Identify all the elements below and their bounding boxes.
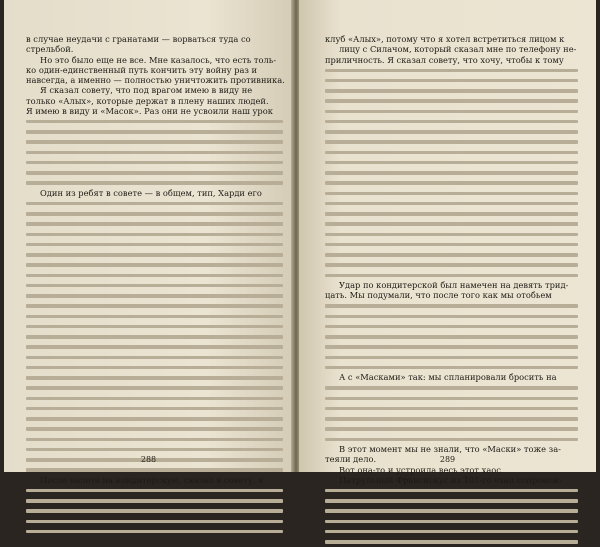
text-line xyxy=(26,178,283,188)
text-line xyxy=(325,260,578,270)
text-line: приличность. Я сказал совету, что хочу, чтобы к тому xyxy=(325,54,564,65)
text-line xyxy=(26,506,283,516)
text-line xyxy=(325,208,578,218)
text-line xyxy=(26,413,283,423)
text-line xyxy=(325,393,578,403)
right-page-number: 289 xyxy=(439,455,456,464)
text-line: Удар по кондитерской был намечен на девять трид- xyxy=(339,280,569,290)
text-line: Патрульный Франсискус из 101-го ехал сопровож- xyxy=(339,474,563,485)
text-line xyxy=(325,352,578,362)
right-page xyxy=(299,0,596,485)
left-page xyxy=(4,0,293,485)
text-line: Но это было еще не все. Мне казалось, что есть толь- xyxy=(40,54,277,65)
text-line: клуб «Алых», потому что я хотел встретиться лицом к xyxy=(325,34,565,44)
text-line xyxy=(26,167,283,177)
text-line xyxy=(325,495,578,505)
text-line xyxy=(26,485,283,495)
text-line: Я имею в виду и «Масок». Раз они не усвоили наш урок xyxy=(26,105,273,116)
text-line xyxy=(26,116,283,126)
text-line xyxy=(325,301,578,311)
text-line xyxy=(325,434,578,444)
text-line xyxy=(325,219,578,229)
text-line xyxy=(325,239,578,249)
text-line xyxy=(325,383,578,393)
text-line xyxy=(26,229,283,239)
text-line xyxy=(325,342,578,352)
text-line xyxy=(325,526,578,536)
text-line: теяли дело. xyxy=(325,454,377,465)
text-line xyxy=(325,516,578,526)
text-line xyxy=(325,270,578,280)
text-line xyxy=(26,526,283,536)
text-line xyxy=(325,116,578,126)
text-line xyxy=(26,465,283,475)
text-line xyxy=(325,96,578,106)
text-line xyxy=(325,413,578,423)
text-line xyxy=(325,311,578,321)
text-line xyxy=(26,444,283,454)
text-line xyxy=(26,147,283,157)
text-line xyxy=(325,85,578,95)
text-line xyxy=(325,485,578,495)
text-line xyxy=(325,106,578,116)
text-line xyxy=(325,403,578,413)
text-line xyxy=(325,506,578,516)
text-line xyxy=(26,342,283,352)
text-line xyxy=(325,178,578,188)
text-line xyxy=(26,403,283,413)
text-line: В этот момент мы не знали, что «Маски» тоже за- xyxy=(339,444,561,454)
text-line xyxy=(26,393,283,403)
text-line: А с «Масками» так: мы спланировали бросить на xyxy=(339,372,557,383)
text-line xyxy=(325,65,578,75)
text-line xyxy=(26,301,283,311)
text-line xyxy=(26,362,283,372)
text-line xyxy=(26,249,283,259)
text-line xyxy=(26,260,283,270)
text-line xyxy=(325,157,578,167)
text-line: ко один-единственный путь кончить эту войну раз и xyxy=(26,64,258,75)
text-line: Один из ребят в совете — в общем, тип, Харди его xyxy=(40,187,262,198)
text-line xyxy=(325,424,578,434)
text-line xyxy=(26,311,283,321)
text-line xyxy=(325,536,578,546)
text-line xyxy=(26,126,283,136)
text-line xyxy=(325,137,578,147)
text-line xyxy=(26,331,283,341)
text-line: Вот она-то и устроила весь этот хаос. xyxy=(339,464,504,475)
text-line xyxy=(26,208,283,218)
text-line: стрельбой. xyxy=(26,44,74,55)
text-line: в случае неудачи с гранатами — ворваться туда со xyxy=(26,34,251,44)
text-line xyxy=(325,126,578,136)
text-line xyxy=(325,147,578,157)
text-line xyxy=(26,239,283,249)
text-line xyxy=(26,137,283,147)
text-line xyxy=(26,157,283,167)
left-page-number: 288 xyxy=(140,455,157,464)
text-line: Я сказал совету, что под врагом имею в виду не xyxy=(40,85,253,96)
text-line xyxy=(325,167,578,177)
text-line xyxy=(26,495,283,505)
text-line xyxy=(26,198,283,208)
text-line xyxy=(26,321,283,331)
text-line xyxy=(26,280,283,290)
text-line xyxy=(325,321,578,331)
text-line xyxy=(26,372,283,382)
text-line xyxy=(26,516,283,526)
text-line xyxy=(325,249,578,259)
text-line xyxy=(325,198,578,208)
text-line: После налета на кондитерскую, сказал я совету, я xyxy=(40,474,264,485)
text-line xyxy=(325,331,578,341)
text-line xyxy=(26,270,283,280)
text-line xyxy=(26,383,283,393)
text-line: цать. Мы подумали, что после того как мы отобьем xyxy=(325,290,552,301)
text-line: только «Алых», которые держат в плену наших людей. xyxy=(26,95,269,106)
text-line xyxy=(26,290,283,300)
text-line xyxy=(325,229,578,239)
text-line xyxy=(26,434,283,444)
text-line xyxy=(26,424,283,434)
text-line: лицу с Силачом, который сказал мне по телефону не- xyxy=(339,44,577,55)
text-line xyxy=(325,188,578,198)
text-line xyxy=(325,75,578,85)
text-line: навсегда, а именно — полностью уничтожить противника. xyxy=(26,75,285,85)
text-line xyxy=(26,219,283,229)
text-line xyxy=(26,352,283,362)
text-line xyxy=(325,362,578,372)
